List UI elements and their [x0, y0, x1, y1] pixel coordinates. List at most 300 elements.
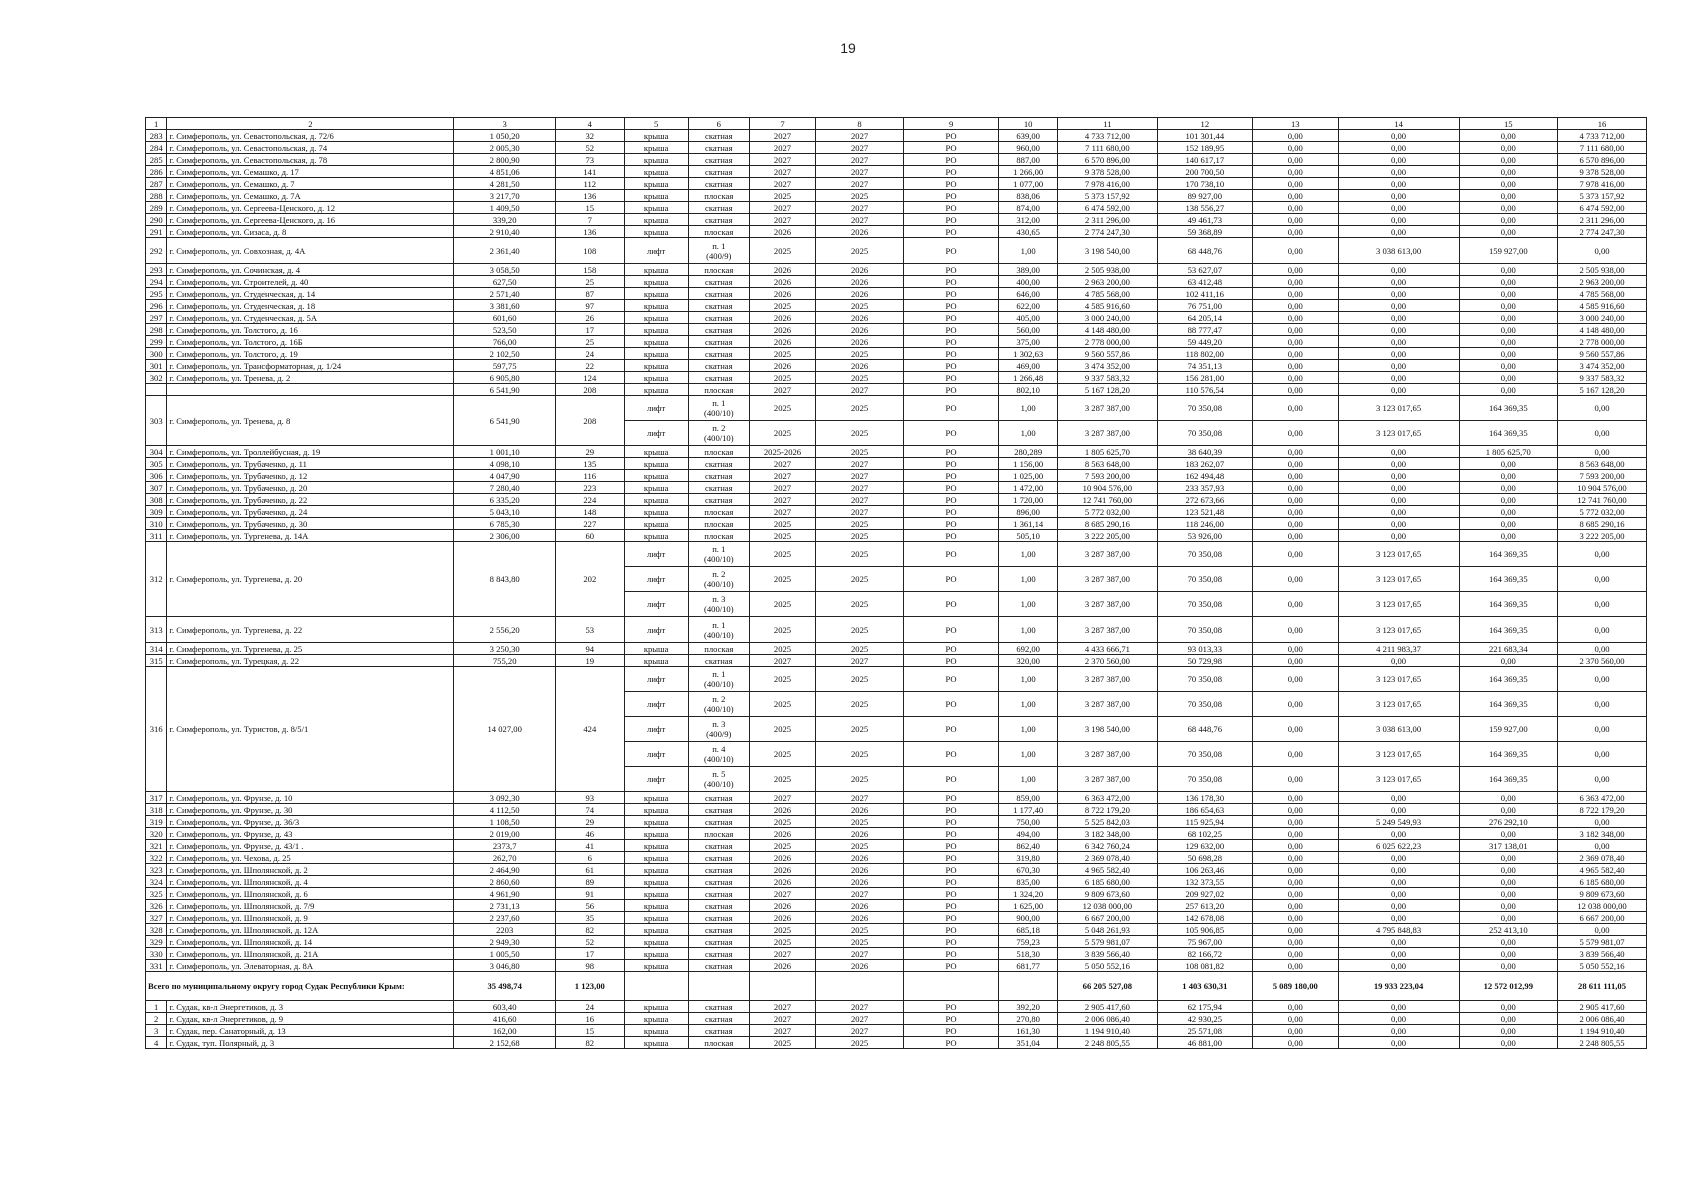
area-cell: 2 019,00	[454, 828, 556, 840]
fund-owners-cell: 2 006 086,40	[1558, 1013, 1647, 1025]
address-cell: г. Симферополь, ул. Шполянской, д. 2	[167, 864, 454, 876]
cost-cell: 2 369 078,40	[1058, 852, 1158, 864]
table-row	[146, 288, 1647, 300]
row-number-cell: 4	[146, 1037, 167, 1049]
roof-type-cell: скатная	[688, 494, 749, 506]
row-number-cell: 309	[146, 506, 167, 518]
year-cell: 2025	[816, 300, 904, 312]
cost-per-unit-cell: 70 350,08	[1157, 742, 1252, 767]
address-cell: г. Симферополь, ул. Севастопольская, д. 72/6	[167, 130, 454, 142]
cost-per-unit-cell: 233 357,93	[1157, 482, 1252, 494]
row-number-cell: 285	[146, 154, 167, 166]
address-cell: г. Симферополь, ул. Фрунзе, д. 30	[167, 804, 454, 816]
work-type-cell: крыша	[624, 142, 688, 154]
work-type-cell: крыша	[624, 852, 688, 864]
address-cell: г. Симферополь, ул. Студенческая, д. 5А	[167, 312, 454, 324]
fund-republic-cell: 0,00	[1338, 470, 1459, 482]
work-type-cell: крыша	[624, 1013, 688, 1025]
cost-cell: 7 593 200,00	[1058, 470, 1158, 482]
total-sum-cell: 5 089 180,00	[1252, 972, 1338, 1001]
fund-federal-cell: 0,00	[1252, 336, 1338, 348]
roof-type-cell: скатная	[688, 214, 749, 226]
roof-type-cell	[688, 421, 749, 446]
work-type-cell: крыша	[624, 864, 688, 876]
fund-owners-cell: 6 185 680,00	[1558, 876, 1647, 888]
plan-year-cell: 2025	[749, 530, 815, 542]
table-row	[146, 518, 1647, 530]
plan-year-cell: 2025	[749, 617, 815, 643]
table-row	[146, 530, 1647, 542]
cost-per-unit-cell: 88 777,47	[1157, 324, 1252, 336]
roof-type-cell: плоская	[688, 1037, 749, 1049]
roof-type-cell	[688, 567, 749, 592]
fund-federal-cell: 0,00	[1252, 742, 1338, 767]
table-row	[146, 494, 1647, 506]
fund-local-cell: 276 292,10	[1459, 816, 1557, 828]
fund-federal-cell: 0,00	[1252, 1001, 1338, 1013]
column-header: 3	[454, 118, 556, 130]
address-cell	[167, 384, 454, 396]
roof-type-cell: скатная	[688, 948, 749, 960]
fund-owners-cell: 5 579 981,07	[1558, 936, 1647, 948]
residents-cell: 148	[556, 506, 625, 518]
volume-cell: 1,00	[999, 717, 1058, 742]
row-number-cell: 293	[146, 264, 167, 276]
cell-line: (400/9)	[706, 250, 732, 261]
cost-per-unit-cell: 129 632,00	[1157, 840, 1252, 852]
fund-local-cell: 0,00	[1459, 852, 1557, 864]
volume-cell: 1,00	[999, 396, 1058, 421]
residents-cell: 15	[556, 1025, 625, 1037]
cell-line: (400/10)	[703, 679, 734, 689]
executor-cell: РО	[903, 1025, 998, 1037]
address-cell: г. Симферополь, ул. Трансформаторная, д. 1/24	[167, 360, 454, 372]
fund-federal-cell: 0,00	[1252, 617, 1338, 643]
cost-per-unit-cell: 68 448,76	[1157, 238, 1252, 264]
work-type-cell: крыша	[624, 470, 688, 482]
work-type-cell: лифт	[624, 421, 688, 446]
cost-per-unit-cell: 75 967,00	[1157, 936, 1252, 948]
column-header: 5	[624, 118, 688, 130]
year-cell: 2025	[816, 592, 904, 617]
volume-cell: 270,80	[999, 1013, 1058, 1025]
area-cell: 339,20	[454, 214, 556, 226]
column-header: 8	[816, 118, 904, 130]
plan-year-cell: 2025	[749, 692, 815, 717]
volume-cell: 1,00	[999, 238, 1058, 264]
area-cell: 3 250,30	[454, 643, 556, 655]
row-number-cell: 312	[146, 542, 167, 617]
cost-cell: 3 287 387,00	[1058, 742, 1158, 767]
fund-local-cell: 159 927,00	[1459, 717, 1557, 742]
cost-cell: 8 685 290,16	[1058, 518, 1158, 530]
executor-cell: РО	[903, 792, 998, 804]
executor-cell: РО	[903, 154, 998, 166]
fund-republic-cell: 0,00	[1338, 446, 1459, 458]
fund-republic-cell: 0,00	[1338, 288, 1459, 300]
roof-type-cell: скатная	[688, 840, 749, 852]
fund-owners-cell: 3 839 566,40	[1558, 948, 1647, 960]
cost-per-unit-cell: 70 350,08	[1157, 396, 1252, 421]
table-row	[146, 643, 1647, 655]
page-number: 19	[840, 40, 856, 56]
cost-per-unit-cell: 170 738,10	[1157, 178, 1252, 190]
table-row	[146, 840, 1647, 852]
plan-year-cell: 2025	[749, 567, 815, 592]
total-sum-cell: 19 933 223,04	[1338, 972, 1459, 1001]
volume-cell: 351,04	[999, 1037, 1058, 1049]
residents-cell: 32	[556, 130, 625, 142]
work-type-cell: крыша	[624, 840, 688, 852]
fund-federal-cell: 0,00	[1252, 852, 1338, 864]
address-cell: г. Симферополь, ул. Элеваторная, д. 8А	[167, 960, 454, 972]
table-row	[146, 300, 1647, 312]
fund-republic-cell: 0,00	[1338, 530, 1459, 542]
plan-year-cell: 2027	[749, 202, 815, 214]
address-cell: г. Симферополь, ул. Фрунзе, д. 36/3	[167, 816, 454, 828]
year-cell: 2026	[816, 288, 904, 300]
table-row	[146, 482, 1647, 494]
fund-owners-cell: 6 474 592,00	[1558, 202, 1647, 214]
area-cell: 2 571,40	[454, 288, 556, 300]
executor-cell: РО	[903, 667, 998, 692]
volume-cell: 859,00	[999, 792, 1058, 804]
residents-cell: 15	[556, 202, 625, 214]
column-header: 4	[556, 118, 625, 130]
executor-cell: РО	[903, 542, 998, 567]
fund-federal-cell: 0,00	[1252, 324, 1338, 336]
cost-per-unit-cell: 183 262,07	[1157, 458, 1252, 470]
table-row	[146, 804, 1647, 816]
fund-republic-cell: 0,00	[1338, 154, 1459, 166]
work-type-cell: крыша	[624, 912, 688, 924]
plan-year-cell: 2027	[749, 384, 815, 396]
roof-type-cell	[688, 692, 749, 717]
cost-per-unit-cell: 76 751,00	[1157, 300, 1252, 312]
volume-cell: 1 177,40	[999, 804, 1058, 816]
roof-type-cell: скатная	[688, 960, 749, 972]
roof-type-cell: скатная	[688, 1013, 749, 1025]
address-cell: г. Симферополь, ул. Строителей, д. 40	[167, 276, 454, 288]
year-cell: 2025	[816, 567, 904, 592]
cost-cell: 1 805 625,70	[1058, 446, 1158, 458]
fund-federal-cell: 0,00	[1252, 530, 1338, 542]
work-type-cell: крыша	[624, 202, 688, 214]
plan-year-cell: 2027	[749, 142, 815, 154]
fund-republic-cell: 3 123 017,65	[1338, 421, 1459, 446]
cost-per-unit-cell: 50 698,28	[1157, 852, 1252, 864]
area-cell: 5 043,10	[454, 506, 556, 518]
fund-owners-cell: 2 370 560,00	[1558, 655, 1647, 667]
cost-per-unit-cell: 118 802,00	[1157, 348, 1252, 360]
volume-cell: 494,00	[999, 828, 1058, 840]
fund-local-cell: 0,00	[1459, 214, 1557, 226]
work-type-cell: крыша	[624, 924, 688, 936]
year-cell: 2027	[816, 482, 904, 494]
fund-republic-cell: 0,00	[1338, 458, 1459, 470]
row-number-cell: 315	[146, 655, 167, 667]
volume-cell: 692,00	[999, 643, 1058, 655]
fund-republic-cell: 0,00	[1338, 655, 1459, 667]
row-number-cell: 330	[146, 948, 167, 960]
fund-owners-cell: 0,00	[1558, 617, 1647, 643]
fund-owners-cell: 2 905 417,60	[1558, 1001, 1647, 1013]
row-number-cell: 1	[146, 1001, 167, 1013]
executor-cell: РО	[903, 446, 998, 458]
fund-republic-cell: 0,00	[1338, 506, 1459, 518]
cost-cell: 2 370 560,00	[1058, 655, 1158, 667]
fund-owners-cell: 7 111 680,00	[1558, 142, 1647, 154]
fund-local-cell: 0,00	[1459, 312, 1557, 324]
fund-owners-cell: 3 474 352,00	[1558, 360, 1647, 372]
fund-republic-cell: 0,00	[1338, 864, 1459, 876]
year-cell: 2026	[816, 828, 904, 840]
roof-type-cell: плоская	[688, 190, 749, 202]
year-cell: 2027	[816, 178, 904, 190]
fund-owners-cell: 8 563 648,00	[1558, 458, 1647, 470]
total-residents-cell: 1 123,00	[556, 972, 625, 1001]
fund-local-cell: 0,00	[1459, 864, 1557, 876]
address-cell: г. Симферополь, ул. Толстого, д. 16	[167, 324, 454, 336]
address-cell: г. Судак, туп. Полярный, д. 3	[167, 1037, 454, 1049]
plan-year-cell: 2025-2026	[749, 446, 815, 458]
roof-type-cell	[688, 667, 749, 692]
table-row	[146, 924, 1647, 936]
table-row	[146, 214, 1647, 226]
year-cell: 2025	[816, 190, 904, 202]
plan-year-cell: 2026	[749, 336, 815, 348]
executor-cell: РО	[903, 190, 998, 202]
plan-year-cell: 2026	[749, 276, 815, 288]
fund-local-cell: 164 369,35	[1459, 767, 1557, 792]
executor-cell: РО	[903, 372, 998, 384]
executor-cell: РО	[903, 312, 998, 324]
table-row	[146, 655, 1647, 667]
year-cell: 2025	[816, 372, 904, 384]
address-cell: г. Симферополь, ул. Шполянской, д. 7/9	[167, 900, 454, 912]
roof-type-cell: скатная	[688, 864, 749, 876]
row-number-cell: 322	[146, 852, 167, 864]
residents-cell: 24	[556, 1001, 625, 1013]
fund-owners-cell: 0,00	[1558, 767, 1647, 792]
cost-per-unit-cell: 105 906,85	[1157, 924, 1252, 936]
total-sum-cell: 12 572 012,99	[1459, 972, 1557, 1001]
row-number-cell: 324	[146, 876, 167, 888]
year-cell: 2027	[816, 458, 904, 470]
year-cell: 2027	[816, 1025, 904, 1037]
roof-type-cell: скатная	[688, 655, 749, 667]
fund-owners-cell: 6 570 896,00	[1558, 154, 1647, 166]
row-number-cell: 311	[146, 530, 167, 542]
fund-owners-cell: 8 685 290,16	[1558, 518, 1647, 530]
work-type-cell: крыша	[624, 324, 688, 336]
year-cell: 2026	[816, 912, 904, 924]
cost-cell: 3 287 387,00	[1058, 567, 1158, 592]
column-header: 14	[1338, 118, 1459, 130]
year-cell: 2025	[816, 767, 904, 792]
fund-federal-cell: 0,00	[1252, 238, 1338, 264]
residents-cell: 52	[556, 936, 625, 948]
year-cell: 2025	[816, 542, 904, 567]
area-cell: 14 027,00	[454, 667, 556, 792]
roof-type-cell: скатная	[688, 372, 749, 384]
fund-republic-cell: 0,00	[1338, 792, 1459, 804]
executor-cell: РО	[903, 130, 998, 142]
cost-cell: 3 287 387,00	[1058, 592, 1158, 617]
fund-federal-cell: 0,00	[1252, 202, 1338, 214]
roof-type-cell: скатная	[688, 130, 749, 142]
cost-per-unit-cell: 53 926,00	[1157, 530, 1252, 542]
fund-republic-cell: 5 249 549,93	[1338, 816, 1459, 828]
total-sum-cell: 1 403 630,31	[1157, 972, 1252, 1001]
cost-cell: 3 182 348,00	[1058, 828, 1158, 840]
roof-type-cell: скатная	[688, 792, 749, 804]
plan-year-cell: 2025	[749, 816, 815, 828]
area-cell: 2203	[454, 924, 556, 936]
fund-local-cell: 0,00	[1459, 518, 1557, 530]
fund-republic-cell: 0,00	[1338, 828, 1459, 840]
volume-cell: 681,77	[999, 960, 1058, 972]
plan-year-cell: 2026	[749, 312, 815, 324]
fund-owners-cell: 2 963 200,00	[1558, 276, 1647, 288]
row-number-cell: 283	[146, 130, 167, 142]
cell-line: п. 3	[712, 594, 726, 604]
residents-cell: 124	[556, 372, 625, 384]
executor-cell: РО	[903, 742, 998, 767]
year-cell: 2025	[816, 742, 904, 767]
roof-type-cell: скатная	[688, 348, 749, 360]
volume-cell: 1 720,00	[999, 494, 1058, 506]
fund-local-cell: 0,00	[1459, 506, 1557, 518]
executor-cell: РО	[903, 288, 998, 300]
roof-type-cell: плоская	[688, 643, 749, 655]
year-cell: 2027	[816, 948, 904, 960]
row-number-cell: 284	[146, 142, 167, 154]
row-number-cell: 3	[146, 1025, 167, 1037]
residents-cell: 223	[556, 482, 625, 494]
fund-owners-cell: 0,00	[1558, 542, 1647, 567]
executor-cell: РО	[903, 567, 998, 592]
year-cell: 2027	[816, 154, 904, 166]
cost-per-unit-cell: 70 350,08	[1157, 542, 1252, 567]
cell-line: п. 1	[712, 669, 726, 679]
cost-cell: 8 722 179,20	[1058, 804, 1158, 816]
residents-cell: 29	[556, 816, 625, 828]
cost-per-unit-cell: 102 411,16	[1157, 288, 1252, 300]
area-cell: 2 306,00	[454, 530, 556, 542]
fund-local-cell: 0,00	[1459, 888, 1557, 900]
plan-year-cell: 2026	[749, 960, 815, 972]
table-row	[146, 348, 1647, 360]
cell-line: (400/10)	[703, 554, 734, 564]
row-number-cell: 292	[146, 238, 167, 264]
volume-cell: 960,00	[999, 142, 1058, 154]
cell-line: (400/10)	[703, 408, 734, 418]
year-cell: 2026	[816, 264, 904, 276]
fund-republic-cell: 0,00	[1338, 360, 1459, 372]
residents-cell: 26	[556, 312, 625, 324]
plan-year-cell: 2026	[749, 360, 815, 372]
fund-local-cell: 0,00	[1459, 1013, 1557, 1025]
cost-cell: 5 772 032,00	[1058, 506, 1158, 518]
cost-cell: 9 809 673,60	[1058, 888, 1158, 900]
fund-federal-cell: 0,00	[1252, 421, 1338, 446]
fund-federal-cell: 0,00	[1252, 1037, 1338, 1049]
fund-owners-cell: 0,00	[1558, 643, 1647, 655]
residents-cell: 6	[556, 852, 625, 864]
residents-cell: 17	[556, 324, 625, 336]
area-cell: 523,50	[454, 324, 556, 336]
cost-per-unit-cell: 49 461,73	[1157, 214, 1252, 226]
fund-owners-cell: 0,00	[1558, 238, 1647, 264]
fund-republic-cell: 3 123 017,65	[1338, 767, 1459, 792]
table-row	[146, 470, 1647, 482]
fund-local-cell: 0,00	[1459, 792, 1557, 804]
plan-year-cell: 2025	[749, 643, 815, 655]
area-cell: 4 098,10	[454, 458, 556, 470]
year-cell: 2027	[816, 214, 904, 226]
executor-cell: РО	[903, 470, 998, 482]
address-cell: г. Симферополь, ул. Тренева, д. 8	[167, 396, 454, 446]
cell-line: п. 3	[712, 719, 726, 729]
table-row	[146, 876, 1647, 888]
row-number-cell: 325	[146, 888, 167, 900]
roof-type-cell: скатная	[688, 900, 749, 912]
fund-republic-cell: 0,00	[1338, 1001, 1459, 1013]
fund-owners-cell: 2 311 296,00	[1558, 214, 1647, 226]
fund-federal-cell: 0,00	[1252, 1013, 1338, 1025]
column-header: 12	[1157, 118, 1252, 130]
area-cell: 2 800,90	[454, 154, 556, 166]
cost-per-unit-cell: 70 350,08	[1157, 567, 1252, 592]
cost-per-unit-cell: 272 673,66	[1157, 494, 1252, 506]
year-cell: 2026	[816, 852, 904, 864]
fund-republic-cell: 3 123 017,65	[1338, 667, 1459, 692]
fund-local-cell: 0,00	[1459, 876, 1557, 888]
work-type-cell: лифт	[624, 238, 688, 264]
fund-local-cell: 159 927,00	[1459, 238, 1557, 264]
cost-per-unit-cell: 89 927,00	[1157, 190, 1252, 202]
plan-year-cell: 2027	[749, 154, 815, 166]
cost-per-unit-cell: 209 927,02	[1157, 888, 1252, 900]
cell-line: п. 1	[712, 544, 726, 554]
cost-per-unit-cell: 162 494,48	[1157, 470, 1252, 482]
fund-owners-cell: 0,00	[1558, 717, 1647, 742]
fund-republic-cell: 0,00	[1338, 166, 1459, 178]
roof-type-cell: скатная	[688, 360, 749, 372]
plan-year-cell: 2027	[749, 178, 815, 190]
roof-type-cell: скатная	[688, 924, 749, 936]
fund-local-cell: 0,00	[1459, 1025, 1557, 1037]
fund-local-cell: 0,00	[1459, 360, 1557, 372]
row-number-cell: 303	[146, 396, 167, 446]
table-row	[146, 226, 1647, 238]
area-cell: 3 046,80	[454, 960, 556, 972]
fund-local-cell: 164 369,35	[1459, 692, 1557, 717]
address-cell: г. Симферополь, ул. Совхозная, д. 4А	[167, 238, 454, 264]
executor-cell: РО	[903, 226, 998, 238]
cost-cell: 4 785 568,00	[1058, 288, 1158, 300]
area-cell: 4 047,90	[454, 470, 556, 482]
roof-type-cell: скатная	[688, 852, 749, 864]
cost-cell: 3 000 240,00	[1058, 312, 1158, 324]
executor-cell: РО	[903, 876, 998, 888]
volume-cell: 560,00	[999, 324, 1058, 336]
roof-type-cell	[688, 238, 749, 264]
empty-cell	[749, 972, 815, 1001]
fund-republic-cell: 4 211 983,37	[1338, 643, 1459, 655]
fund-local-cell: 0,00	[1459, 530, 1557, 542]
